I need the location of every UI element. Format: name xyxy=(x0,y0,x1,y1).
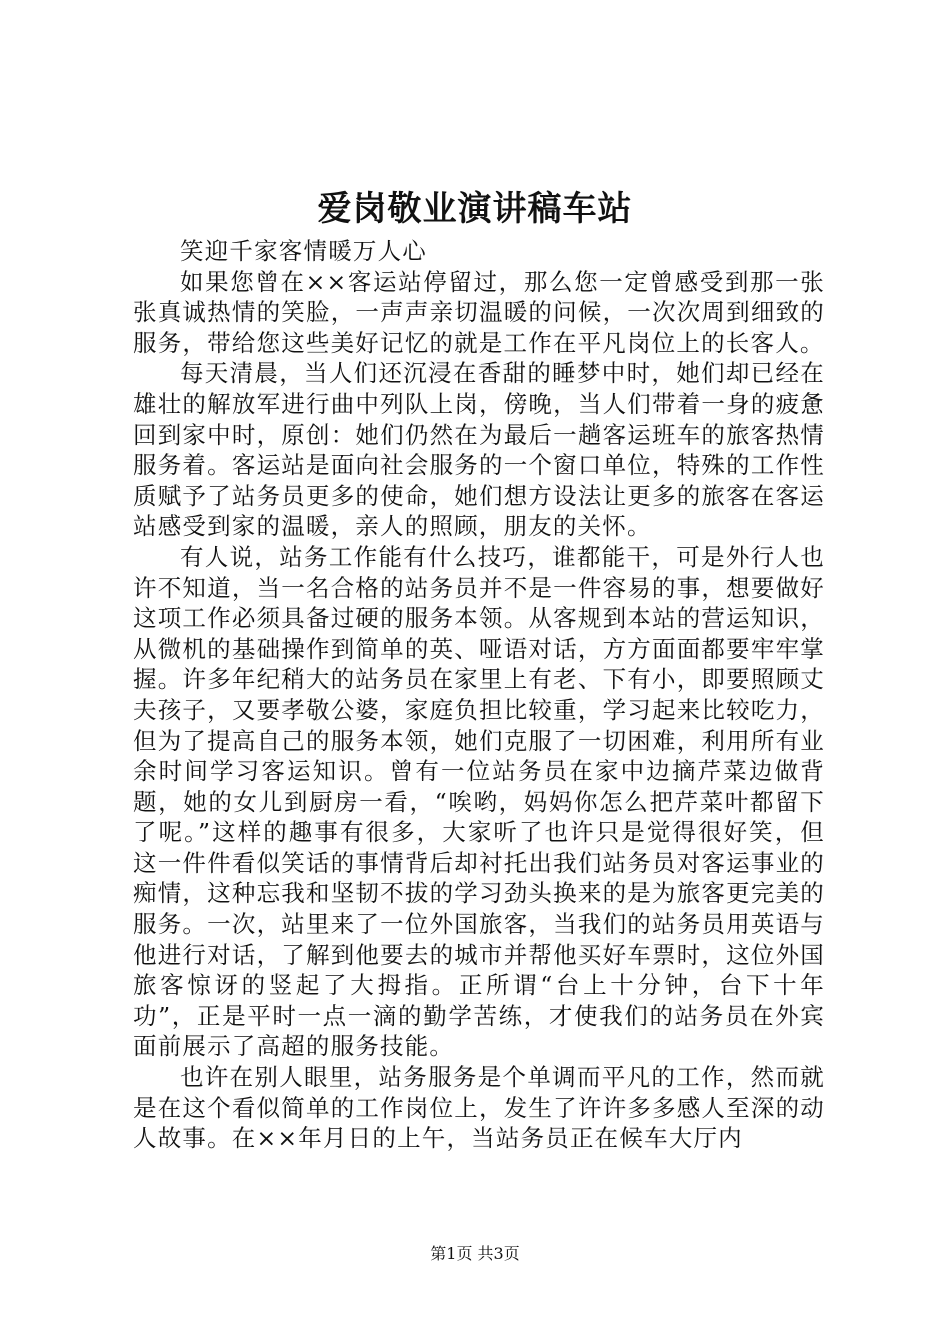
paragraph: 如果您曾在××客运站停留过，那么您一定曾感受到那一张张真诚热情的笑脸，一声声亲切温暖的问候，一次次周到细致的服务，带给您这些美好记忆的就是工作在平凡岗位上的长客人。 xyxy=(133,267,825,357)
paragraph: 也许在别人眼里，站务服务是个单调而平凡的工作，然而就是在这个看似简单的工作岗位上，发生了许许多多感人至深的动人故事。在××年月日的上午，当站务员正在候车大厅内 xyxy=(133,1063,825,1153)
paragraph: 每天清晨，当人们还沉浸在香甜的睡梦中时，她们却已经在雄壮的解放军进行曲中列队上岗，傍晚，当人们带着一身的疲惫回到家中时，原创：她们仍然在为最后一趟客运班车的旅客热情服务着。客运站是面向社会服务的一个窗口单位，特殊的工作性质赋予了站务员更多的使命，她们想方设法让更多的旅客在客运站感受到家的温暖，亲人的照顾，朋友的关怀。 xyxy=(133,359,825,541)
paragraph: 有人说，站务工作能有什么技巧，谁都能干，可是外行人也许不知道，当一名合格的站务员并不是一件容易的事，想要做好这项工作必须具备过硬的服务本领。从客规到本站的营运知识，从微机的基础操作到简单的英、哑语对话，方方面面都要牢牢掌握。许多年纪稍大的站务员在家里上有老、下有小，即要照顾丈夫孩子，又要孝敬公婆，家庭负担比较重，学习起来比较吃力，但为了提高自己的服务本领，她们克服了一切困难，利用所有业余时间学习客运知识。曾有一位站务员在家中边摘芹菜边做背题，她的女儿到厨房一看，“唉哟，妈妈你怎么把芹菜叶都留下了呢。”这样的趣事有很多，大家听了也许只是觉得很好笑，但这一件件看似笑话的事情背后却衬托出我们站务员对客运事业的痴情，这种忘我和坚韧不拔的学习劲头换来的是为旅客更完美的服务。一次，站里来了一位外国旅客，当我们的站务员用英语与他进行对话，了解到他要去的城市并帮他买好车票时，这位外国旅客惊讶的竖起了大拇指。正所谓“台上十分钟，台下十年功”，正是平时一点一滴的勤学苦练，才使我们的站务员在外宾面前展示了高超的服务技能。 xyxy=(133,542,825,1061)
paragraph-subtitle: 笑迎千家客情暖万人心 xyxy=(180,237,427,265)
document-body xyxy=(133,236,825,1154)
page-footer: 第1页 共3页 xyxy=(430,1244,520,1263)
document-title: 爱岗敬业演讲稿车站 xyxy=(317,189,633,229)
